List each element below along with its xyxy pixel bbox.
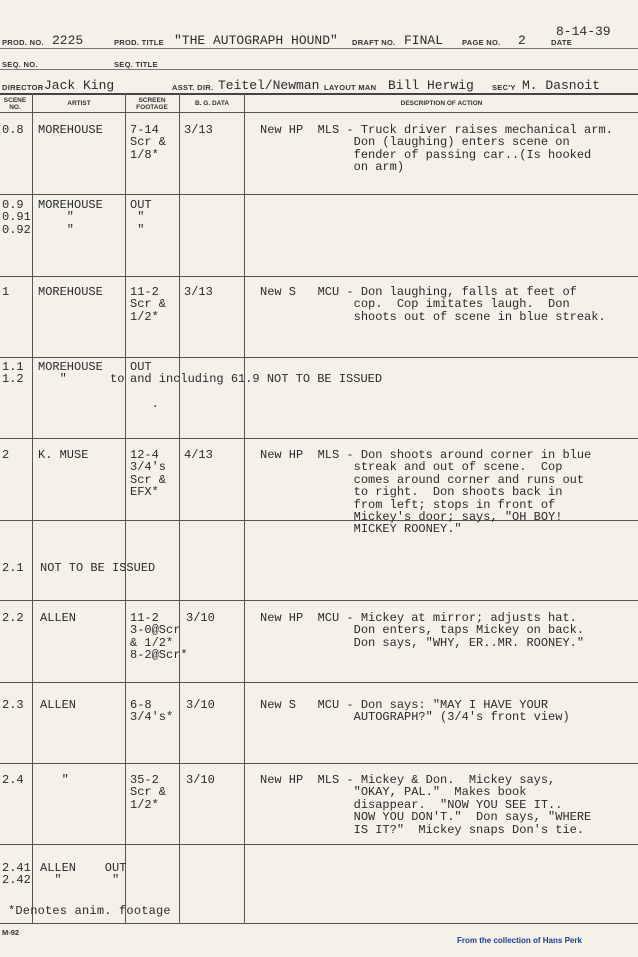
screen-footage: 7-14 Scr & 1/8* bbox=[130, 123, 167, 162]
screen-footage: OUT " " bbox=[130, 198, 152, 237]
form-code: M-92 bbox=[2, 928, 20, 937]
scene-no: 2.2 bbox=[2, 611, 24, 625]
description: New HP MLS - Don shoots around corner in blue streak and out of scene. Cop comes around corner and runs out to right. Don shoots back in from left; stops in front of Mickey's door; says, "OH BOY! MICKEY ROONEY." bbox=[260, 448, 592, 537]
scene-no: 0.9 0.91 0.92 bbox=[2, 198, 31, 237]
footnote: *Denotes anim. footage bbox=[8, 904, 171, 918]
scene-no: 0.8 bbox=[2, 123, 24, 137]
page-no-label: PAGE NO. bbox=[462, 38, 501, 47]
row-rule bbox=[0, 600, 638, 601]
page-no-value: 2 bbox=[518, 33, 526, 48]
seq-no-label: SEQ. NO. bbox=[2, 60, 38, 69]
artist: MOREHOUSE " " bbox=[38, 198, 103, 237]
artist: ALLEN bbox=[40, 611, 77, 625]
artist: K. MUSE bbox=[38, 448, 89, 462]
artist: MOREHOUSE bbox=[38, 123, 103, 137]
layout-man-label: LAYOUT MAN bbox=[324, 83, 377, 92]
screen-footage: OUT and including 61.9 NOT TO BE ISSUED . bbox=[130, 360, 383, 412]
artist: ALLEN OUT " " bbox=[40, 861, 127, 888]
header-rule-1 bbox=[0, 48, 638, 49]
scene-no: 2.41 2.42 bbox=[2, 861, 31, 888]
header-rule-2 bbox=[0, 69, 638, 70]
asst-dir-label: ASST. DIR. bbox=[172, 83, 214, 92]
description: New HP MLS - Truck driver raises mechanical arm. Don (laughing) enters scene on fender of passing car..(Is hooked on arm) bbox=[260, 123, 613, 175]
screen-footage: 6-8 3/4's* bbox=[130, 698, 174, 725]
layout-man-value: Bill Herwig bbox=[388, 78, 474, 93]
description: New S MCU - Don laughing, falls at feet of cop. Cop imitates laugh. Don shoots out of scene in blue streak. bbox=[260, 285, 606, 324]
secy-value: M. Dasnoit bbox=[522, 78, 601, 93]
col-header-artist: ARTIST bbox=[67, 100, 91, 107]
description: New HP MCU - Mickey at mirror; adjusts hat. Don enters, taps Mickey on back. Don says, "WHY, ER..MR. ROONEY." bbox=[260, 611, 585, 650]
bg-data: 3/10 bbox=[186, 611, 215, 625]
scene-no: 2.4 bbox=[2, 773, 24, 787]
col-divider-4 bbox=[244, 93, 245, 923]
artist: " bbox=[40, 773, 69, 787]
director-value: Jack King bbox=[44, 78, 115, 93]
scene-no: 2.1 bbox=[2, 561, 24, 575]
col-header-description: DESCRIPTION OF ACTION bbox=[400, 100, 483, 107]
row-rule bbox=[0, 763, 638, 764]
screen-footage: 35-2 Scr & 1/2* bbox=[130, 773, 167, 812]
draft-no-label: DRAFT NO. bbox=[352, 38, 396, 47]
screen-footage: 12-4 3/4's Scr & EFX* bbox=[130, 448, 167, 500]
artist: MOREHOUSE " to bbox=[38, 360, 125, 387]
artist: MOREHOUSE bbox=[38, 285, 103, 299]
row-rule bbox=[0, 194, 638, 195]
col-divider-3 bbox=[179, 93, 180, 923]
row-rule bbox=[0, 844, 638, 845]
scene-no: 2 bbox=[2, 448, 10, 462]
col-header-rule bbox=[0, 112, 638, 113]
date-label: DATE bbox=[551, 38, 573, 47]
screen-footage: 11-2 Scr & 1/2* bbox=[130, 285, 167, 324]
scene-no: 1 bbox=[2, 285, 10, 299]
scene-no: 2.3 bbox=[2, 698, 24, 712]
row-rule bbox=[0, 682, 638, 683]
bg-data: 4/13 bbox=[184, 448, 213, 462]
director-label: DIRECTOR bbox=[2, 83, 44, 92]
artist: NOT TO BE ISSUED bbox=[40, 561, 156, 575]
row-rule bbox=[0, 276, 638, 277]
seq-title-label: SEQ. TITLE bbox=[114, 60, 158, 69]
header-rule-3 bbox=[0, 93, 638, 95]
col-header-footage: SCREEN FOOTAGE bbox=[136, 97, 168, 111]
collection-credit: From the collection of Hans Perk bbox=[457, 936, 582, 945]
row-rule bbox=[0, 357, 638, 358]
description: New HP MLS - Mickey & Don. Mickey says, "OKAY, PAL." Makes book disappear. "NOW YOU SEE IT.. NOW YOU DON'T." Don says, "WHERE IS IT?" Mickey snaps Don's tie. bbox=[260, 773, 592, 837]
prod-title-value: "THE AUTOGRAPH HOUND" bbox=[174, 33, 338, 48]
scene-no: 1.1 1.2 bbox=[2, 360, 24, 387]
bg-data: 3/13 bbox=[184, 123, 213, 137]
prod-title-label: PROD. TITLE bbox=[114, 38, 164, 47]
row-rule bbox=[0, 923, 638, 924]
draft-no-value: FINAL bbox=[404, 33, 444, 48]
artist: ALLEN bbox=[40, 698, 77, 712]
secy-label: SEC'Y bbox=[492, 83, 516, 92]
prod-no-value: 2225 bbox=[52, 33, 84, 48]
asst-dir-value: Teitel/Newman bbox=[218, 78, 320, 93]
row-rule bbox=[0, 438, 638, 439]
screen-footage: 11-2 3-0@Scr & 1/2* 8-2@Scr* bbox=[130, 611, 188, 663]
prod-no-label: PROD. NO. bbox=[2, 38, 44, 47]
bg-data: 3/13 bbox=[184, 285, 213, 299]
col-header-scene: SCENE NO. bbox=[3, 97, 27, 111]
bg-data: 3/10 bbox=[186, 698, 215, 712]
description: New S MCU - Don says: "MAY I HAVE YOUR AUTOGRAPH?" (3/4's front view) bbox=[260, 698, 570, 725]
col-divider-2 bbox=[125, 93, 126, 923]
date-value: 8-14-39 bbox=[556, 24, 611, 39]
bg-data: 3/10 bbox=[186, 773, 215, 787]
col-divider-1 bbox=[32, 93, 33, 923]
col-header-bg: B. G. DATA bbox=[194, 100, 230, 107]
